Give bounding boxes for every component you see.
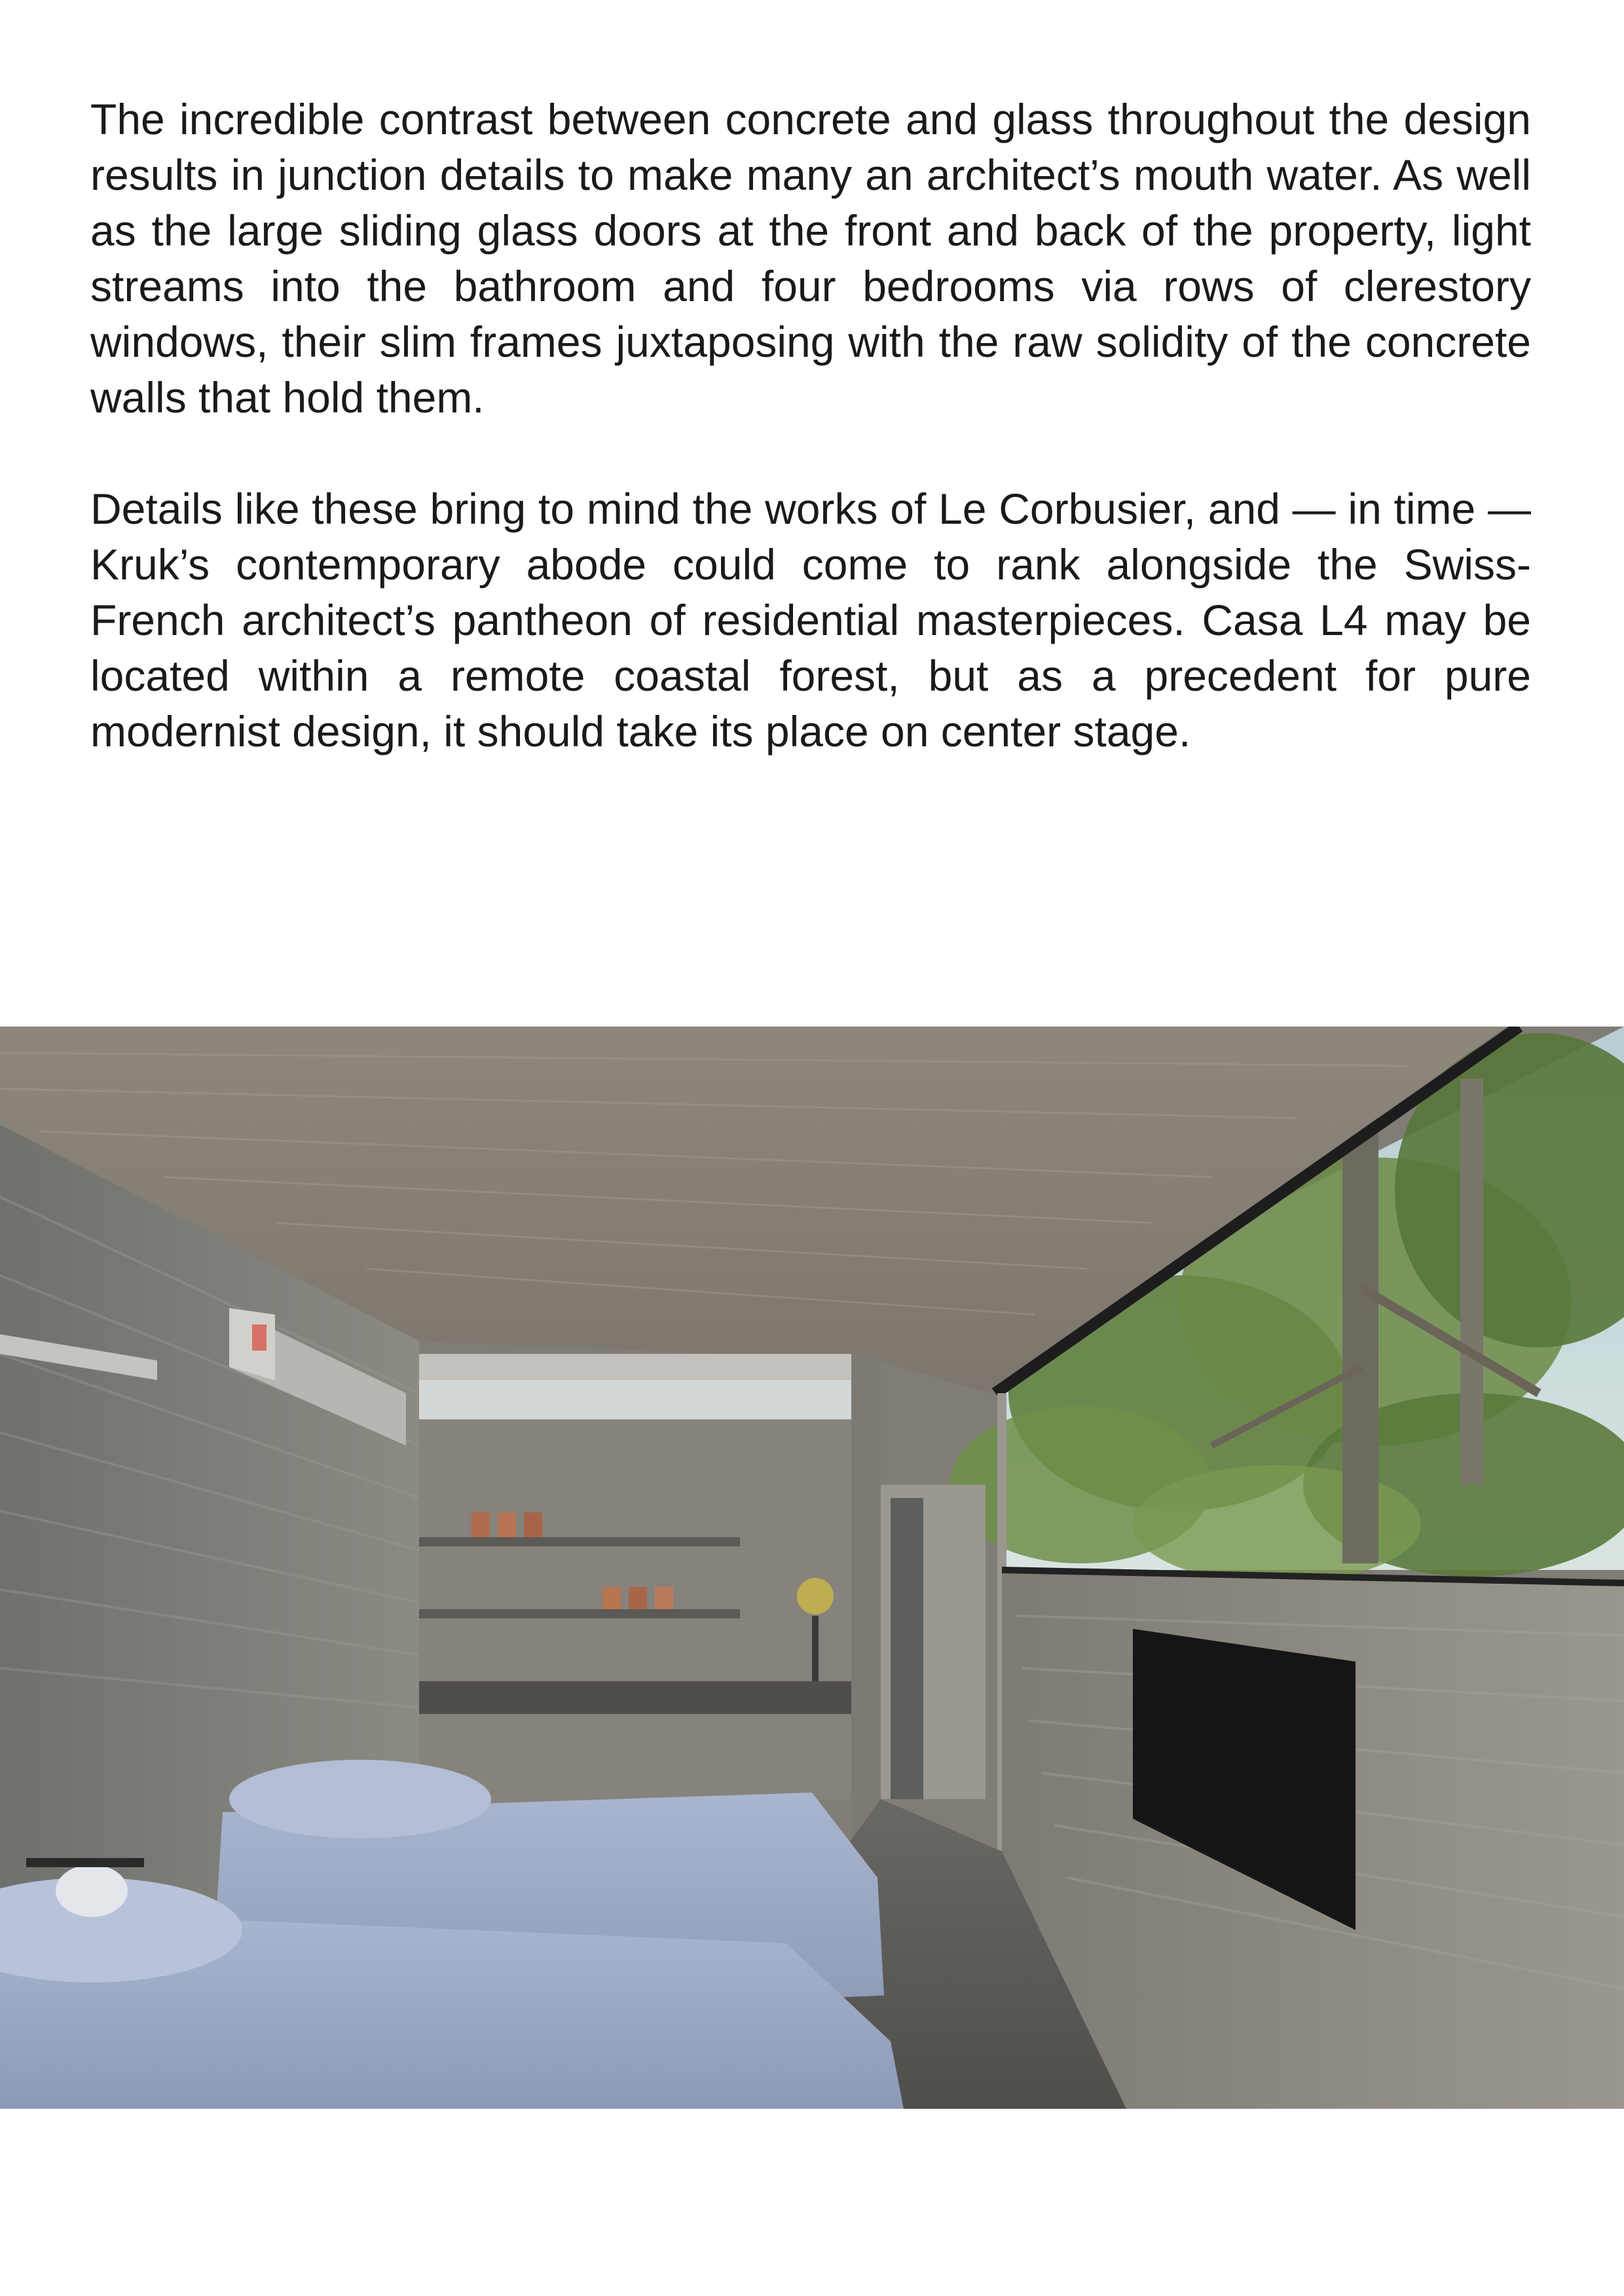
bedroom-photo-illustration bbox=[0, 1027, 1624, 2109]
bedroom-photo bbox=[0, 1027, 1624, 2109]
paragraph-2: Details like these bring to mind the works of Le Corbusier, and — in time — Kruk’s contemporary abode could come to rank alongside the Swiss-French architect’s pantheon of residential masterpieces. Casa L4 may be located within a remote coastal forest, but as a precedent for pure modernist design, it should take its place on center stage. bbox=[90, 484, 1531, 756]
article-body bbox=[90, 92, 1531, 815]
paragraph-1: The incredible contrast between concrete and glass throughout the design results in junction details to make many an architect’s mouth water. As well as the large sliding glass doors at the front and back of the property, light streams into the bathroom and four bedrooms via rows of clerestory windows, their slim frames juxtaposing with the raw solidity of the concrete walls that hold them. bbox=[90, 95, 1531, 422]
